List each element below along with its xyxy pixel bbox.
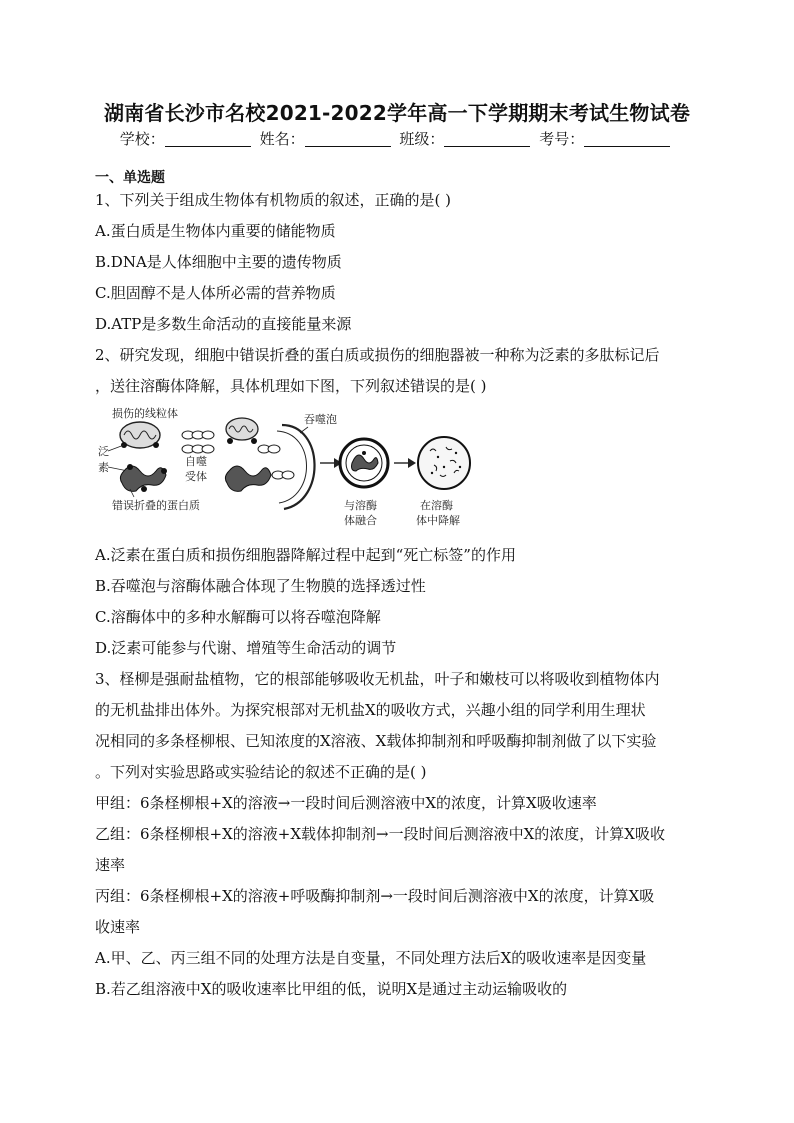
label-fuse-1: 与溶酶 <box>344 499 377 512</box>
q3-group-c-line1: 丙组：6条柽柳根+X的溶液+呼吸酶抑制剂→一段时间后测溶液中X的浓度，计算X吸 <box>95 887 655 905</box>
autophagy-receptor-graphic <box>182 431 214 453</box>
label-ubiquitin-1: 泛 <box>98 445 109 458</box>
phagophore-arc-graphic <box>277 425 315 509</box>
q1-option-c: C.胆固醇不是人体所必需的营养物质 <box>95 284 336 302</box>
q3-option-a: A.甲、乙、丙三组不同的处理方法是自变量，不同处理方法后X的吸收速率是因变量 <box>95 949 647 967</box>
q3-stem-line4: 。下列对实验思路或实验结论的叙述不正确的是( ) <box>95 763 427 781</box>
q1-stem: 1、下列关于组成生物体有机物质的叙述，正确的是( ) <box>95 191 452 209</box>
name-label: 姓名： <box>259 130 305 148</box>
label-autophagy-receptor-1: 自噬 <box>185 455 207 468</box>
label-fuse-2: 体融合 <box>344 514 377 527</box>
exam-number-blank <box>584 132 670 147</box>
q1-option-a: A.蛋白质是生物体内重要的储能物质 <box>95 222 336 240</box>
q3-stem-line2: 的无机盐排出体外。为探究根部对无机盐X的吸收方式，兴趣小组的同学利用生理状 <box>95 701 646 719</box>
q3-group-a: 甲组：6条柽柳根+X的溶液→一段时间后测溶液中X的浓度，计算X吸收速率 <box>95 794 597 812</box>
step-arrow-2 <box>394 458 416 468</box>
q3-stem-line3: 况相同的多条柽柳根、已知浓度的X溶液、X载体抑制剂和呼吸酶抑制剂做了以下实验 <box>95 732 657 750</box>
class-label: 班级： <box>399 130 445 148</box>
student-info-row <box>0 128 794 149</box>
q2-stem-line1: 2、研究发现，细胞中错误折叠的蛋白质或损伤的细胞器被一种称为泛素的多肽标记后 <box>95 346 660 364</box>
lysosome-fusion-graphic <box>340 439 388 487</box>
label-damaged-mitochondria: 损伤的线粒体 <box>112 407 178 420</box>
school-label: 学校： <box>119 130 165 148</box>
q3-option-b: B.若乙组溶液中X的吸收速率比甲组的低，说明X是通过主动运输吸收的 <box>95 980 568 998</box>
exam-title: 湖南省长沙市名校2021-2022学年高一下学期期末考试生物试卷 <box>103 101 691 125</box>
label-degrade-2: 体中降解 <box>416 514 460 527</box>
label-degrade-1: 在溶酶 <box>420 499 453 512</box>
q2-option-b: B.吞噬泡与溶酶体融合体现了生物膜的选择透过性 <box>95 577 426 595</box>
q1-option-d: D.ATP是多数生命活动的直接能量来源 <box>95 315 352 333</box>
q2-option-c: C.溶酶体中的多种水解酶可以将吞噬泡降解 <box>95 608 381 626</box>
label-autophagy-receptor-2: 受体 <box>185 470 207 483</box>
damaged-mitochondria-graphic <box>120 422 160 448</box>
misfolded-protein-graphic <box>120 464 167 492</box>
tagged-cargo-graphic <box>225 418 294 491</box>
q3-group-b-line2: 速率 <box>95 856 126 874</box>
q3-group-c-line2: 收速率 <box>95 918 141 936</box>
q2-option-a: A.泛素在蛋白质和损伤细胞器降解过程中起到“死亡标签”的作用 <box>95 546 516 564</box>
exam-number-label: 考号： <box>539 130 585 148</box>
school-blank <box>165 132 251 147</box>
label-phagophore: 吞噬泡 <box>304 413 337 426</box>
q3-stem-line1: 3、柽柳是强耐盐植物，它的根部能够吸收无机盐，叶子和嫩枝可以将吸收到植物体内 <box>95 670 660 688</box>
section-heading: 一、单选题 <box>95 170 165 186</box>
ubiquitin-degradation-figure <box>94 405 484 532</box>
q2-option-d: D.泛素可能参与代谢、增殖等生命活动的调节 <box>95 639 397 657</box>
lysosome-degradation-graphic <box>418 437 470 489</box>
label-ubiquitin-2: 素 <box>98 461 109 474</box>
label-misfolded-protein: 错误折叠的蛋白质 <box>112 499 200 512</box>
class-blank <box>444 132 530 147</box>
q2-stem-line2: ，送往溶酶体降解，具体机理如下图，下列叙述错误的是( ) <box>95 377 487 395</box>
name-blank <box>305 132 391 147</box>
q1-option-b: B.DNA是人体细胞中主要的遗传物质 <box>95 253 342 271</box>
q3-group-b-line1: 乙组：6条柽柳根+X的溶液+X载体抑制剂→一段时间后测溶液中X的浓度，计算X吸收 <box>95 825 665 843</box>
